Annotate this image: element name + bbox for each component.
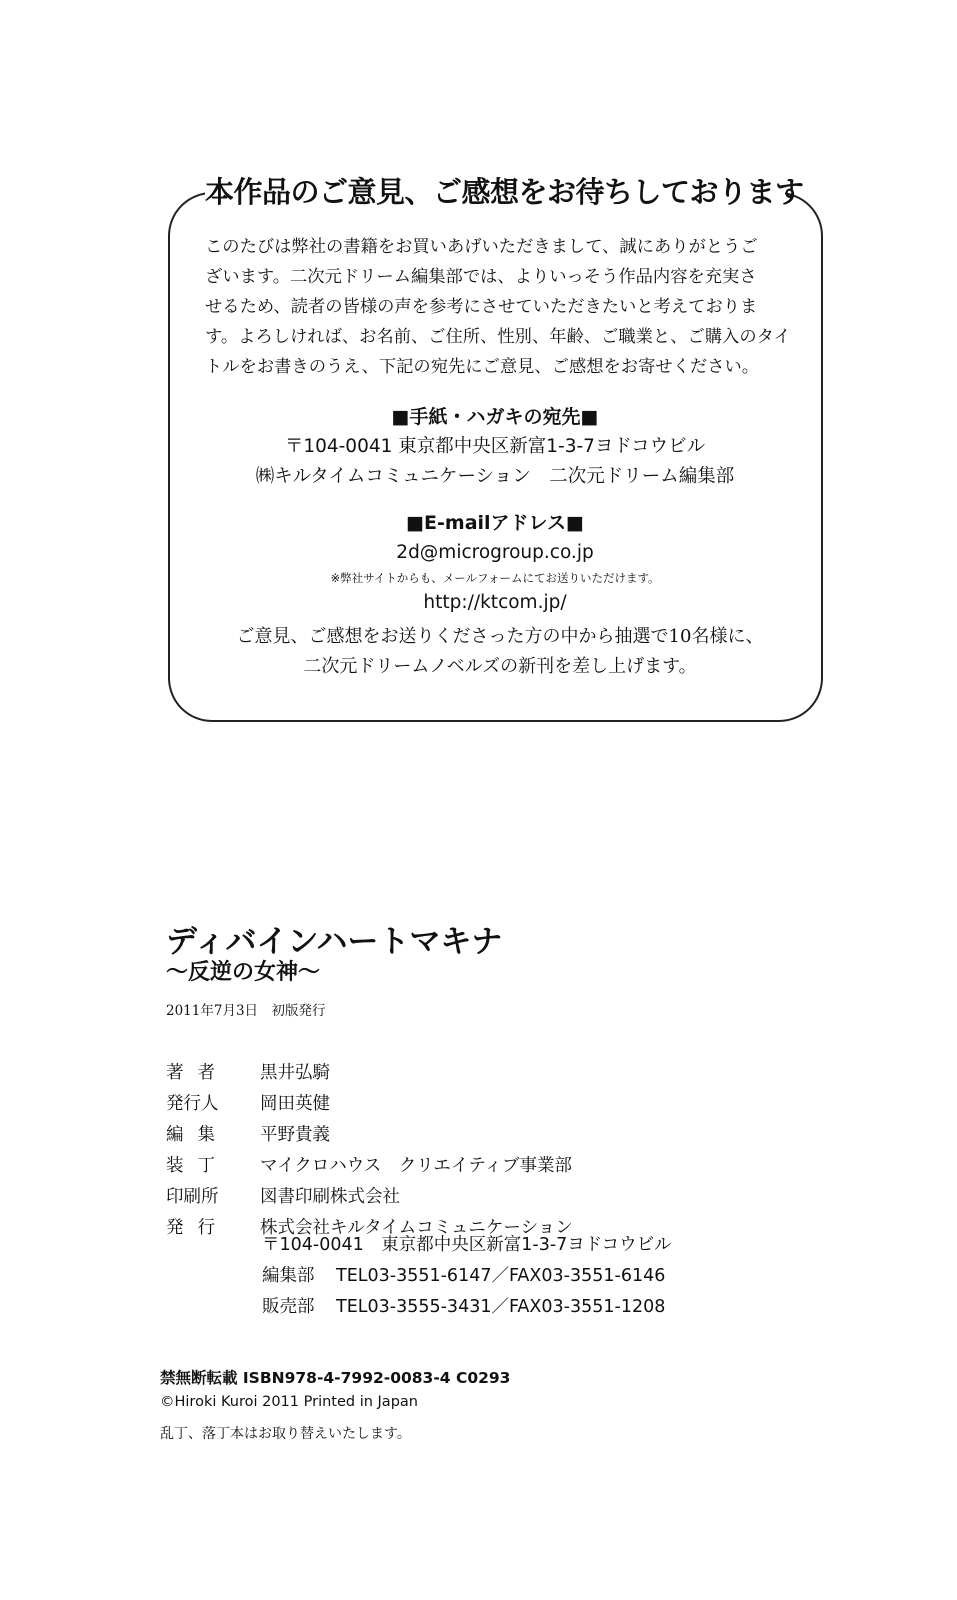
- feedback-closing: [205, 622, 795, 682]
- credit-row-editor: [166, 1118, 726, 1149]
- isbn-line: 禁無断転載 ISBN978-4-7992-0083-4 C0293: [160, 1369, 511, 1387]
- credit-label: 装丁: [166, 1156, 229, 1176]
- credit-label: 印刷所: [166, 1187, 219, 1207]
- website-link[interactable]: http://ktcom.jp/: [423, 592, 567, 613]
- credit-label: 著者: [166, 1063, 229, 1083]
- credit-value: 黒井弘騎: [260, 1063, 330, 1083]
- publisher-address: 〒104-0041 東京都中央区新富1-3-7ヨドコウビル: [262, 1235, 672, 1255]
- credit-label: 編集: [166, 1125, 229, 1145]
- closing-line: 二次元ドリームノベルズの新刊を差し上げます。: [303, 656, 697, 677]
- email-section: [205, 508, 785, 618]
- publisher-contact: [262, 1228, 672, 1321]
- intro-line: トルをお書きのうえ、下記の宛先にご意見、ご感想をお寄せください。: [205, 357, 760, 377]
- postal-heading: ■手紙・ハガキの宛先■: [391, 406, 599, 428]
- edition-date: 2011年7月3日 初版発行: [166, 1003, 326, 1019]
- intro-line: せるため、読者の皆様の声を参考にさせていただきたいと考えておりま: [205, 297, 758, 317]
- credits-list: [166, 1056, 726, 1242]
- replacement-notice: 乱丁、落丁本はお取り替えいたします。: [160, 1426, 411, 1442]
- postal-address: 〒104-0041 東京都中央区新富1-3-7ヨドコウビル: [284, 436, 706, 457]
- intro-line: す。よろしければ、お名前、ご住所、性別、年齢、ご職業と、ご購入のタイ: [205, 327, 791, 347]
- intro-line: ざいます。二次元ドリーム編集部では、よりいっそう作品内容を充実さ: [205, 267, 757, 287]
- contact-label: 編集部: [262, 1266, 315, 1286]
- credit-value: 株式会社キルタイムコミュニケーション: [260, 1218, 573, 1238]
- book-title: ディバインハートマキナ: [166, 924, 503, 960]
- credit-value: 平野貴義: [260, 1125, 330, 1145]
- colophon-footer: [160, 1366, 510, 1446]
- feedback-box-title: 本作品のご意見、ご感想をお待ちしております: [205, 172, 785, 212]
- email-note: ※弊社サイトからも、メールフォームにてお送りいただけます。: [330, 571, 660, 585]
- credit-row-printer: [166, 1180, 726, 1211]
- copyright-line: ©Hiroki Kuroi 2011 Printed in Japan: [160, 1394, 418, 1410]
- contact-value: TEL03-3555-3431／FAX03-3551-1208: [336, 1297, 666, 1317]
- postal-section: [205, 402, 785, 492]
- credit-label: 発行人: [166, 1094, 219, 1114]
- contact-label: 販売部: [262, 1297, 315, 1317]
- contact-value: TEL03-3551-6147／FAX03-3551-6146: [336, 1266, 666, 1286]
- closing-line: ご意見、ご感想をお送りくださった方の中から抽選で10名様に、: [236, 626, 764, 647]
- email-heading: ■E-mailアドレス■: [406, 512, 584, 534]
- postal-recipient: ㈱キルタイムコミュニケーション 二次元ドリーム編集部: [255, 466, 735, 487]
- credit-value: 図書印刷株式会社: [260, 1187, 400, 1207]
- email-address[interactable]: 2d@microgroup.co.jp: [396, 542, 594, 563]
- credit-row-author: [166, 1056, 726, 1087]
- contact-row-editorial: [262, 1259, 672, 1290]
- intro-line: このたびは弊社の書籍をお買いあげいただきまして、誠にありがとうご: [205, 237, 758, 257]
- book-subtitle: 〜反逆の女神〜: [166, 960, 321, 985]
- credit-row-publisher: [166, 1087, 726, 1118]
- credit-label: 発行: [166, 1218, 229, 1238]
- feedback-intro: [205, 232, 795, 382]
- credit-value: マイクロハウス クリエイティブ事業部: [260, 1156, 573, 1176]
- contact-row-sales: [262, 1290, 672, 1321]
- credit-row-design: [166, 1149, 726, 1180]
- credit-value: 岡田英健: [260, 1094, 330, 1114]
